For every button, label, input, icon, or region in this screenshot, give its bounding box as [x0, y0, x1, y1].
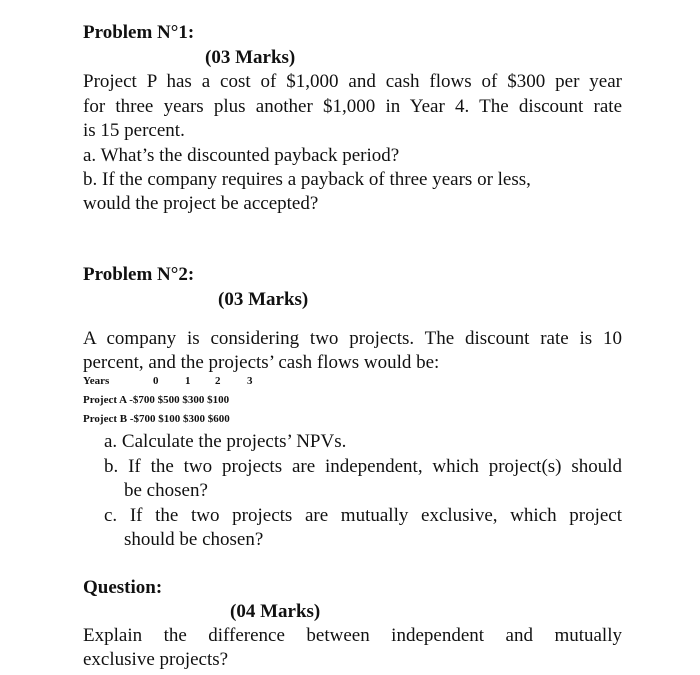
years-header: [83, 375, 283, 389]
year-cell: 1: [185, 375, 191, 387]
problem1-question-b-cont: would the project be accepted?: [83, 193, 319, 214]
question-line: Explain the difference between independent and mutually: [83, 625, 622, 646]
problem2-question-b-cont: be chosen?: [124, 480, 208, 501]
year-cell: 3: [247, 375, 253, 387]
question-marks: (04 Marks): [230, 601, 321, 622]
problem1-question-b: b. If the company requires a payback of three years or less,: [83, 169, 531, 190]
year-cell: 2: [215, 375, 221, 387]
table-row-project-b: Project B -$700 $100 $300 $600: [83, 413, 230, 425]
problem2-question-c: c. If the two projects are mutually exclusive, which project: [104, 505, 622, 526]
problem1-line: Project P has a cost of $1,000 and cash flows of $300 per year: [83, 71, 622, 92]
problem2-marks: (03 Marks): [218, 289, 309, 310]
problem2-question-a: a. Calculate the projects’ NPVs.: [104, 431, 347, 452]
problem1-marks: (03 Marks): [205, 47, 296, 68]
problem2-line: percent, and the projects’ cash flows would be:: [83, 352, 440, 373]
year-cell: 0: [153, 375, 159, 387]
problem2-question-b: b. If the two projects are independent, which project(s) should: [104, 456, 622, 477]
problem1-title: Problem N°1:: [83, 22, 195, 43]
question-title: Question:: [83, 577, 163, 598]
problem2-line: A company is considering two projects. The discount rate is 10: [83, 328, 622, 349]
problem2-title: Problem N°2:: [83, 264, 195, 285]
question-line: exclusive projects?: [83, 649, 229, 670]
years-label: Years: [83, 375, 110, 387]
problem1-line: for three years plus another $1,000 in Year 4. The discount rate: [83, 96, 622, 117]
problem1-line: is 15 percent.: [83, 120, 185, 141]
table-row-project-a: Project A -$700 $500 $300 $100: [83, 394, 230, 406]
problem2-question-c-cont: should be chosen?: [124, 529, 264, 550]
problem1-question-a: a. What’s the discounted payback period?: [83, 145, 400, 166]
